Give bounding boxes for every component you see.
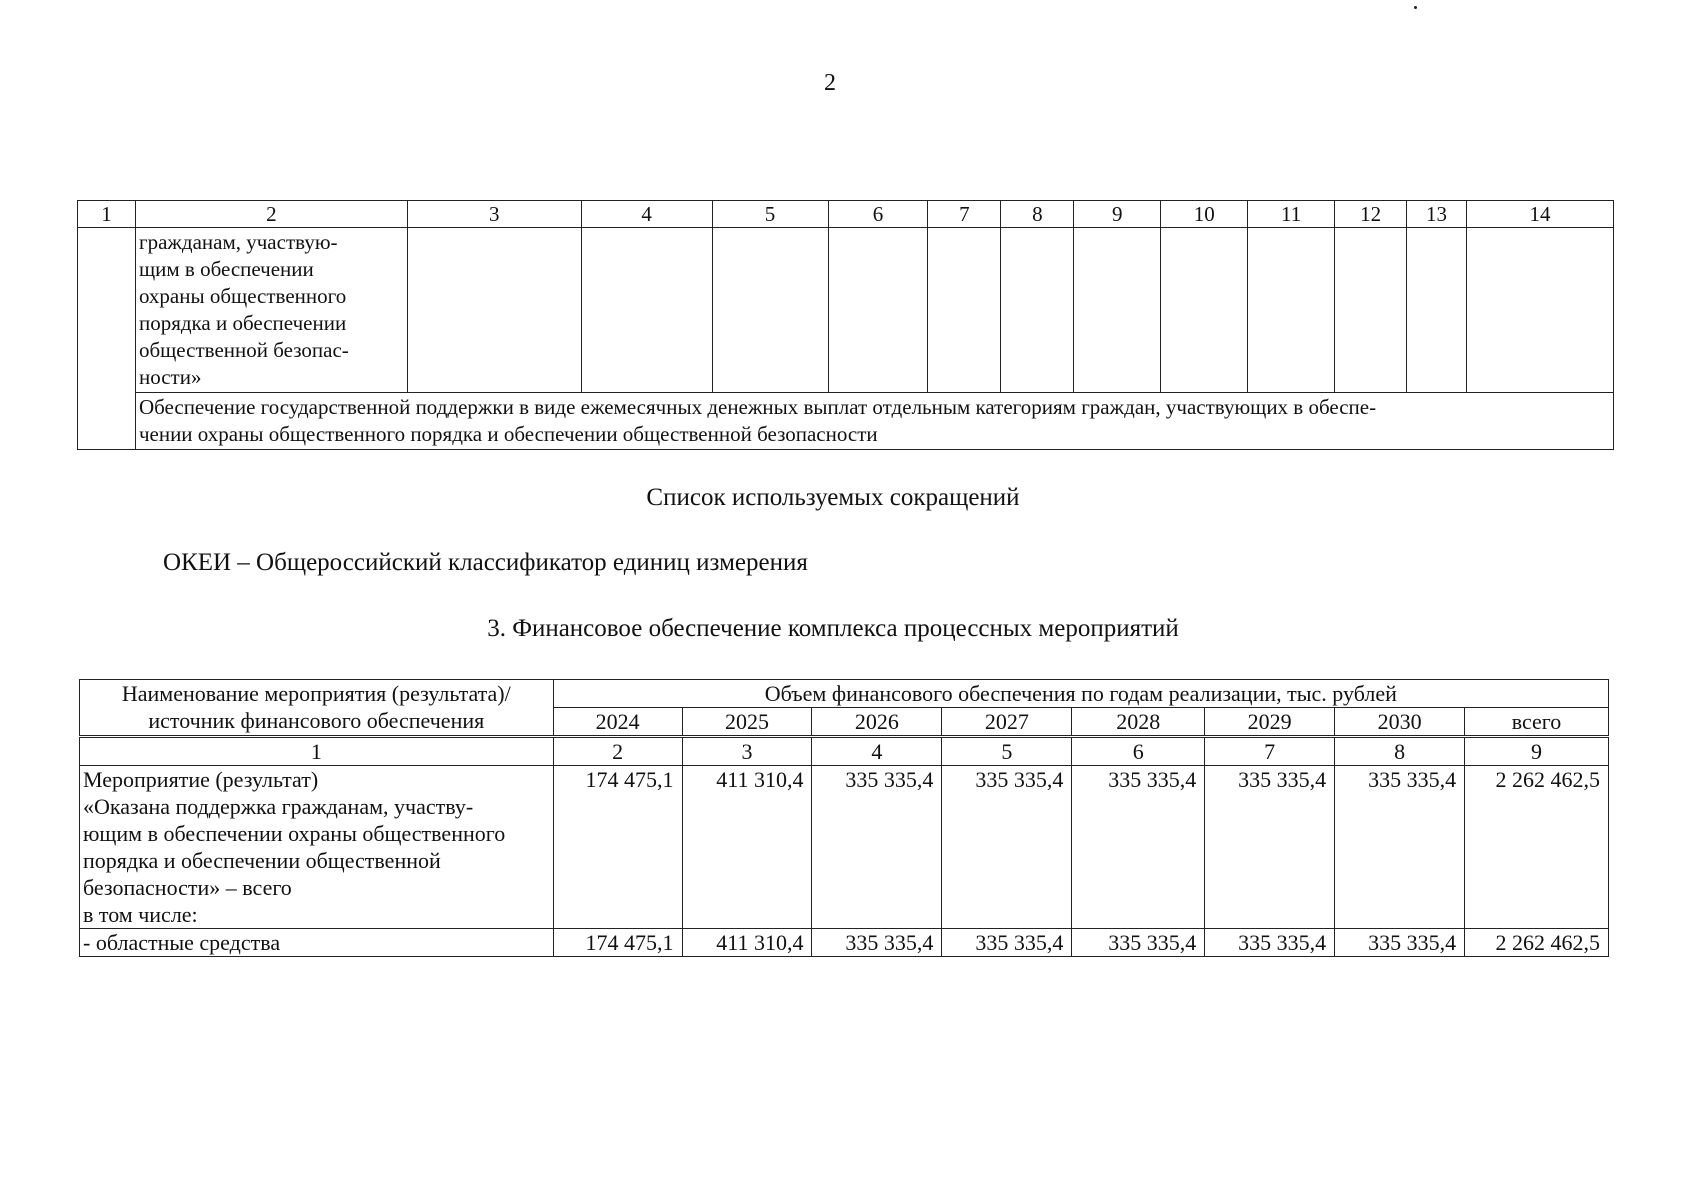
col-number: 2 xyxy=(135,201,407,228)
col-number: 9 xyxy=(1074,201,1161,228)
scan-speck xyxy=(1414,6,1417,9)
empty-cell xyxy=(581,228,712,393)
value-cell: 174 475,1 xyxy=(553,766,682,929)
value-cell: 335 335,4 xyxy=(1205,929,1335,957)
col-number: 4 xyxy=(812,737,942,766)
abbreviations-heading: Список используемых сокращений xyxy=(646,484,1020,511)
text-line: в том числе: xyxy=(83,902,198,927)
text-line: гражданам, участвую- xyxy=(138,230,338,254)
text-line: «Оказана поддержка гражданам, участву- xyxy=(83,794,474,819)
empty-cell xyxy=(1407,228,1467,393)
value-cell: 335 335,4 xyxy=(1072,766,1205,929)
abbreviation-item: ОКЕИ – Общероссийский классификатор единиц измерения xyxy=(163,549,808,576)
table-row xyxy=(80,929,1609,957)
header-row xyxy=(80,680,1609,708)
col-number: 7 xyxy=(928,201,1001,228)
table-row xyxy=(78,228,1614,393)
text-line: чении охраны общественного порядка и обеспечении общественной безопасности xyxy=(138,422,878,446)
empty-cell xyxy=(78,228,136,450)
value-cell: 335 335,4 xyxy=(1205,766,1335,929)
text-line: Обеспечение государственной поддержки в виде ежемесячных денежных выплат отдельным категориям граждан, участвующих в обеспе- xyxy=(138,395,1377,419)
value-cell: 335 335,4 xyxy=(1335,766,1465,929)
col-number: 14 xyxy=(1467,201,1614,228)
year-header: 2028 xyxy=(1072,708,1205,737)
text-line: порядка и обеспечении xyxy=(138,311,347,335)
value-cell: 335 335,4 xyxy=(812,929,942,957)
text-line: порядка и обеспечении общественной xyxy=(83,848,441,873)
value-cell: 174 475,1 xyxy=(553,929,682,957)
text-line: ющим в обеспечении охраны общественного xyxy=(83,821,506,846)
col-number: 10 xyxy=(1161,201,1248,228)
empty-cell xyxy=(407,228,581,393)
empty-cell xyxy=(1248,228,1335,393)
year-header: 2030 xyxy=(1335,708,1465,737)
col-number: 5 xyxy=(712,201,828,228)
text-line: источник финансового обеспечения xyxy=(148,708,485,733)
text-line: щим в обеспечении xyxy=(138,257,314,281)
year-header: 2026 xyxy=(812,708,942,737)
value-cell: 335 335,4 xyxy=(1072,929,1205,957)
col-number: 1 xyxy=(78,201,136,228)
empty-cell xyxy=(1074,228,1161,393)
empty-cell xyxy=(1467,228,1614,393)
col-number: 6 xyxy=(1072,737,1205,766)
value-cell: 335 335,4 xyxy=(942,929,1072,957)
measure-name-cell xyxy=(80,766,554,929)
text-line: охраны общественного xyxy=(138,284,347,308)
name-column-header xyxy=(80,680,554,737)
empty-cell xyxy=(1335,228,1407,393)
empty-cell xyxy=(1001,228,1074,393)
empty-cell xyxy=(1161,228,1248,393)
col-number: 3 xyxy=(407,201,581,228)
year-header: 2029 xyxy=(1205,708,1335,737)
col-number: 4 xyxy=(581,201,712,228)
table-row xyxy=(78,393,1614,450)
col-number: 8 xyxy=(1001,201,1074,228)
col-number: 6 xyxy=(828,201,928,228)
value-cell: 335 335,4 xyxy=(942,766,1072,929)
table-row xyxy=(80,766,1609,929)
value-cell: 411 310,4 xyxy=(682,929,812,957)
text-line: Наименование мероприятия (результата)/ xyxy=(121,681,511,706)
financing-table xyxy=(79,679,1609,957)
col-number: 3 xyxy=(682,737,812,766)
financing-heading: 3. Финансовое обеспечение комплекса процессных мероприятий xyxy=(487,615,1179,642)
year-header: 2027 xyxy=(942,708,1072,737)
col-number: 8 xyxy=(1335,737,1465,766)
empty-cell xyxy=(828,228,928,393)
year-header: 2024 xyxy=(553,708,682,737)
result-name-cell xyxy=(135,228,407,393)
source-name-cell: - областные средства xyxy=(80,929,554,957)
col-number: 9 xyxy=(1465,737,1609,766)
text-line: Мероприятие (результат) xyxy=(83,767,319,792)
column-number-row xyxy=(78,201,1614,228)
value-cell: 335 335,4 xyxy=(1335,929,1465,957)
page-number: 2 xyxy=(824,70,836,96)
description-cell xyxy=(135,393,1613,450)
col-number: 7 xyxy=(1205,737,1335,766)
col-number: 1 xyxy=(80,737,554,766)
value-cell: 335 335,4 xyxy=(812,766,942,929)
col-number: 11 xyxy=(1248,201,1335,228)
text-line: общественной безопас- xyxy=(138,338,349,362)
column-number-row xyxy=(80,737,1609,766)
group-header: Объем финансового обеспечения по годам реализации, тыс. рублей xyxy=(553,680,1608,708)
col-number: 13 xyxy=(1407,201,1467,228)
year-header: 2025 xyxy=(682,708,812,737)
col-number: 12 xyxy=(1335,201,1407,228)
value-cell: 411 310,4 xyxy=(682,766,812,929)
value-cell: 2 262 462,5 xyxy=(1465,766,1609,929)
empty-cell xyxy=(928,228,1001,393)
continuation-table xyxy=(77,200,1614,450)
text-line: безопасности» – всего xyxy=(83,875,292,900)
empty-cell xyxy=(712,228,828,393)
year-header: всего xyxy=(1465,708,1609,737)
col-number: 2 xyxy=(553,737,682,766)
col-number: 5 xyxy=(942,737,1072,766)
text-line: ности» xyxy=(138,365,202,389)
value-cell: 2 262 462,5 xyxy=(1465,929,1609,957)
